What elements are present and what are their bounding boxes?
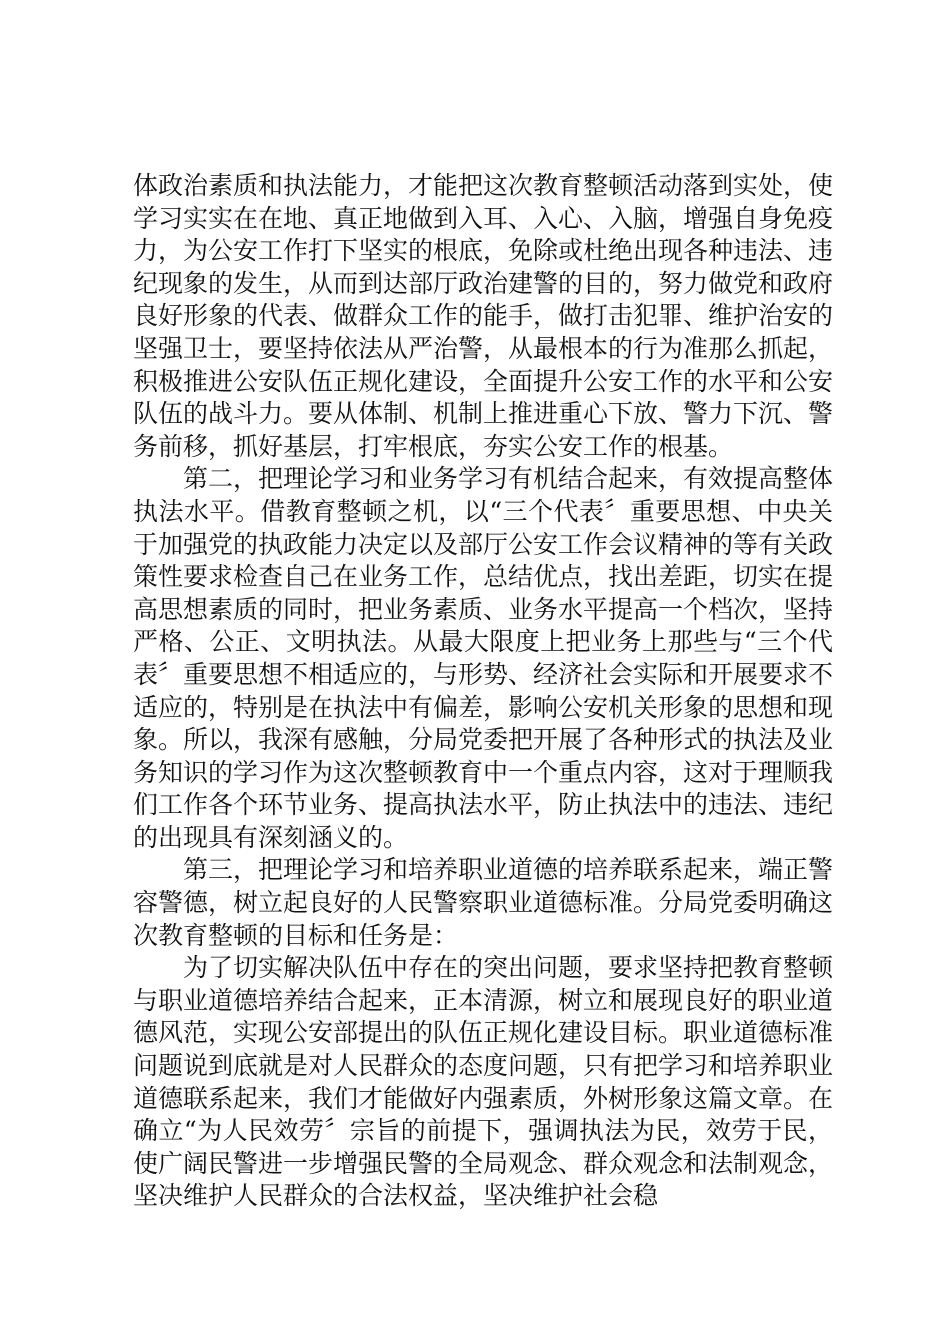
paragraph-3: 第三，把理论学习和培养职业道德的培养联系起来，端正警容警德，树立起良好的人民警察职业道德标准。分局党委明确这次教育整顿的目标和任务是： [133, 855, 834, 950]
paragraph-4: 为了切实解决队伍中存在的突出问题，要求坚持把教育整顿与职业道德培养结合起来，正本清源，树立和展现良好的职业道德风范，实现公安部提出的队伍正规化建设目标。职业道德标准问题说到底就是对人民群众的态度问题，只有把学习和培养职业道德联系起来，我们才能做好内强素质，外树形象这篇文章。在确立“为人民效劳〞宗旨的前提下，强调执法为民，效劳于民，使广阔民警进一步增强民警的全局观念、群众观念和法制观念，坚决维护人民群众的合法权益，坚决维护社会稳 [133, 953, 834, 1211]
document-body [133, 170, 833, 1213]
paragraph-2: 第二，把理论学习和业务学习有机结合起来，有效提高整体执法水平。借教育整顿之机，以“三个代表〞重要思想、中央关于加强党的执政能力决定以及部厅公安工作会议精神的等有关政策性要求检查自己在业务工作，总结优点，找出差距，切实在提高思想素质的同时，把业务素质、业务水平提高一个档次，坚持严格、公正、文明执法。从最大限度上把业务上那些与“三个代表〞重要思想不相适应的，与形势、经济社会实际和开展要求不适应的，特别是在执法中有偏差，影响公安机关形象的思想和现象。所以，我深有感触，分局党委把开展了各种形式的执法及业务知识的学习作为这次整顿教育中一个重点内容，这对于理顺我们工作各个环节业务、提高执法水平，防止执法中的违法、违纪的出现具有深刻涵义的。 [133, 464, 834, 852]
paragraph-1: 体政治素质和执法能力，才能把这次教育整顿活动落到实处，使学习实实在在地、真正地做到入耳、入心、入脑，增强自身免疫力，为公安工作打下坚实的根底，免除或杜绝出现各种违法、违纪现象的发生，从而到达部厅政治建警的目的，努力做党和政府良好形象的代表、做群众工作的能手，做打击犯罪、维护治安的坚强卫士，要坚持依法从严治警，从最根本的行为准那么抓起，积极推进公安队伍正规化建设，全面提升公安工作的水平和公安队伍的战斗力。要从体制、机制上推进重心下放、警力下沉、警务前移，抓好基层，打牢根底，夯实公安工作的根基。 [133, 171, 834, 461]
